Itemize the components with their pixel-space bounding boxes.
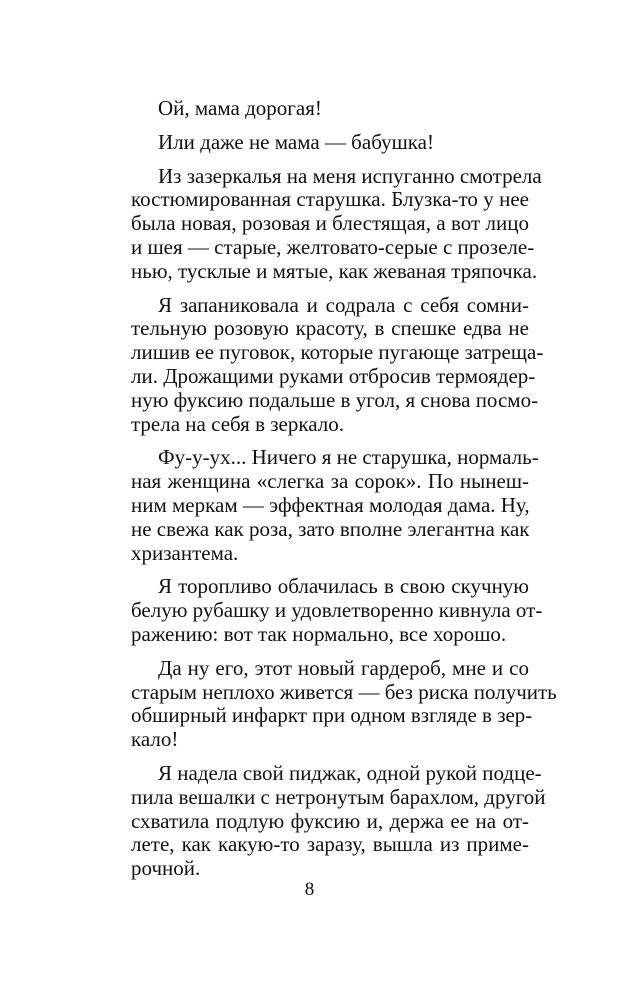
text-line: ную фуксию подальше в угол, я снова посмо- bbox=[131, 387, 539, 412]
paragraph bbox=[131, 445, 539, 565]
text-line: пила вешалки с нетронутым барахлом, другой bbox=[131, 784, 546, 809]
text-line: хризантема. bbox=[131, 540, 239, 565]
text-line: кало! bbox=[131, 727, 179, 752]
paragraph bbox=[131, 97, 529, 121]
text-line: была новая, розовая и блестящая, а вот лицо bbox=[131, 211, 529, 236]
paragraph bbox=[131, 760, 546, 881]
page-number: 8 bbox=[304, 879, 315, 900]
text-line: рочной. bbox=[131, 856, 201, 881]
text-line: ним меркам — эффектная молодая дама. Ну, bbox=[131, 492, 530, 517]
text-line: нью, тусклые и мятые, как жеваная тряпочка. bbox=[131, 258, 538, 283]
paragraph bbox=[131, 292, 544, 437]
paragraph bbox=[131, 131, 529, 155]
text-line: схватила подлую фуксию и, держа ее на от- bbox=[131, 808, 529, 833]
text-line: Я запаниковала и содрала с себя сомни- bbox=[158, 292, 529, 317]
text-line: лишив ее пуговок, которые пугающе затреща- bbox=[131, 340, 544, 365]
text-line: Фу-у-ух... Ничего я не старушка, нормаль- bbox=[158, 445, 539, 470]
text-line: тельную розовую красоту, в спешке едва не bbox=[131, 316, 529, 341]
paragraph bbox=[131, 163, 542, 284]
paragraph bbox=[131, 655, 557, 752]
text-line: ражению: вот так нормально, все хорошо. bbox=[131, 621, 507, 646]
paragraph bbox=[131, 574, 543, 646]
text-line: Да ну его, этот новый гардероб, мне и со bbox=[158, 655, 529, 680]
text-line: и шея — старые, желтовато-серые с прозеле- bbox=[131, 234, 535, 259]
text-line: ли. Дрожащими руками отбросив термоядер- bbox=[131, 363, 536, 388]
text-line: белую рубашку и удовлетворенно кивнула от- bbox=[131, 598, 543, 623]
text-line: Или даже не мама — бабушка! bbox=[158, 129, 434, 154]
text-line: обширный инфаркт при одном взгляде в зер- bbox=[131, 703, 533, 728]
text-line: Я надела свой пиджак, одной рукой подце- bbox=[158, 760, 542, 785]
text-line: ная женщина «слегка за сорок». По нынеш- bbox=[131, 469, 529, 494]
text-line: Ой, мама дорогая! bbox=[158, 96, 322, 120]
text-line: не свежа как роза, зато вполне элегантна как bbox=[131, 516, 530, 541]
text-line: Я торопливо облачилась в свою скучную bbox=[158, 574, 529, 599]
text-line: трела на себя в зеркало. bbox=[131, 411, 344, 436]
text-line: костюмированная старушка. Блузка-то у нее bbox=[131, 187, 529, 212]
text-line: старым неплохо живется — без риска получить bbox=[131, 679, 557, 704]
text-line: лете, как какую-то заразу, вышла из приме- bbox=[131, 832, 529, 857]
text-line: Из зазеркалья на меня испуганно смотрела bbox=[158, 163, 542, 188]
page-body bbox=[131, 96, 557, 891]
